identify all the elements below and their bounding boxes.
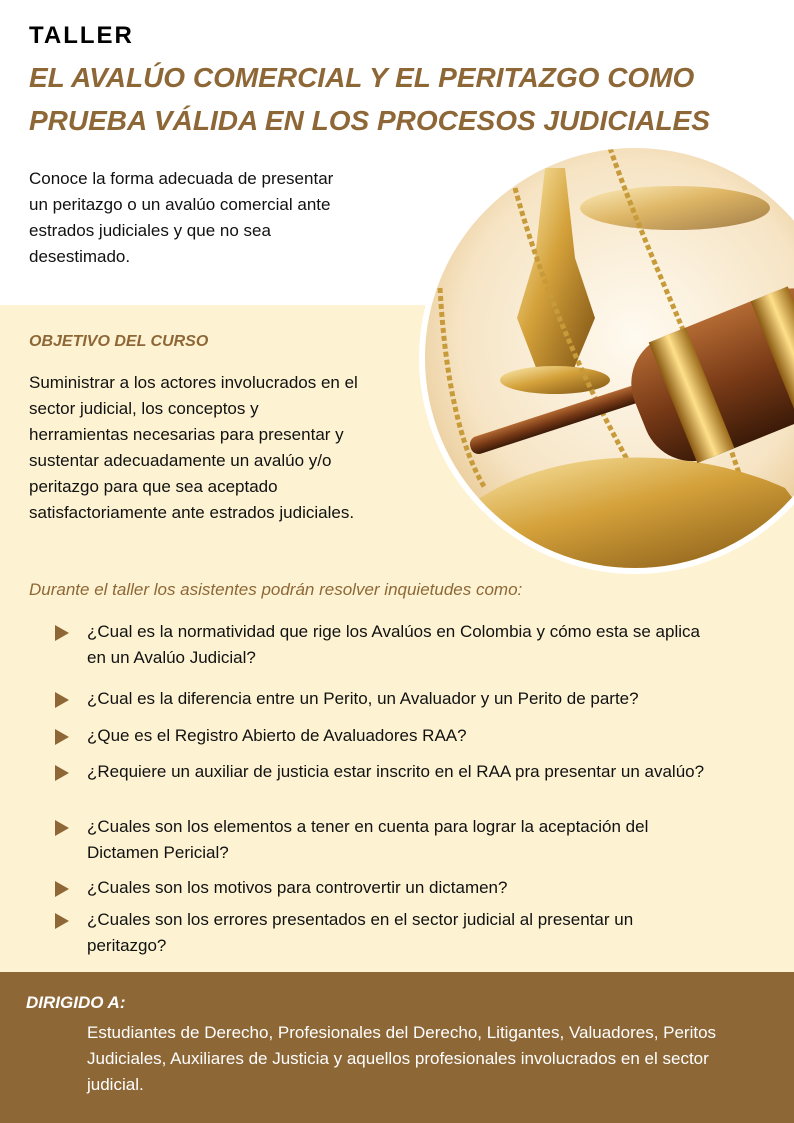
triangle-bullet-icon bbox=[55, 765, 69, 781]
list-item: ¿Cuales son los errores presentados en el sector judicial al presentar un peritazgo? bbox=[55, 907, 715, 959]
intro-text: Conoce la forma adecuada de presentar un peritazgo o un avalúo comercial ante estrados judiciales y que no sea desestimado. bbox=[29, 169, 334, 266]
triangle-bullet-icon bbox=[55, 625, 69, 641]
list-item: ¿Cual es la normatividad que rige los Avalúos en Colombia y cómo esta se aplica en un Avalúo Judicial? bbox=[55, 619, 715, 671]
page-title: EL AVALÚO COMERCIAL Y EL PERITAZGO COMO PRUEBA VÁLIDA EN LOS PROCESOS JUDICIALES bbox=[29, 62, 710, 136]
list-item: ¿Cuales son los elementos a tener en cuenta para lograr la aceptación del Dictamen Pericial? bbox=[55, 814, 715, 866]
triangle-bullet-icon bbox=[55, 820, 69, 836]
triangle-bullet-icon bbox=[55, 692, 69, 708]
list-item: ¿Que es el Registro Abierto de Avaluadores RAA? bbox=[55, 723, 715, 749]
triangle-bullet-icon bbox=[55, 729, 69, 745]
triangle-bullet-icon bbox=[55, 881, 69, 897]
triangle-bullet-icon bbox=[55, 913, 69, 929]
list-item: ¿Requiere un auxiliar de justicia estar inscrito en el RAA pra presentar un avalúo? bbox=[55, 759, 715, 785]
list-item: ¿Cuales son los motivos para controvertir un dictamen? bbox=[55, 875, 715, 901]
audience-heading: DIRIGIDO A: bbox=[26, 993, 126, 1012]
questions-lead: Durante el taller los asistentes podrán resolver inquietudes como: bbox=[29, 580, 523, 599]
audience-text: Estudiantes de Derecho, Profesionales del Derecho, Litigantes, Valuadores, Peritos Judiciales, Auxiliares de Justicia y aquellos profesionales involucrados en el sector judicial. bbox=[87, 1023, 717, 1094]
objective-text: Suministrar a los actores involucrados en el sector judicial, los conceptos y herramientas necesarias para presentar y sustentar adecuadamente un avalúo y/o peritazgo para que sea aceptado satisfactoriamente ante estrados judiciales. bbox=[29, 373, 358, 522]
list-item: ¿Cual es la diferencia entre un Perito, un Avaluador y un Perito de parte? bbox=[55, 686, 715, 712]
workshop-label: TALLER bbox=[29, 22, 134, 49]
objective-heading: OBJETIVO DEL CURSO bbox=[29, 333, 209, 350]
